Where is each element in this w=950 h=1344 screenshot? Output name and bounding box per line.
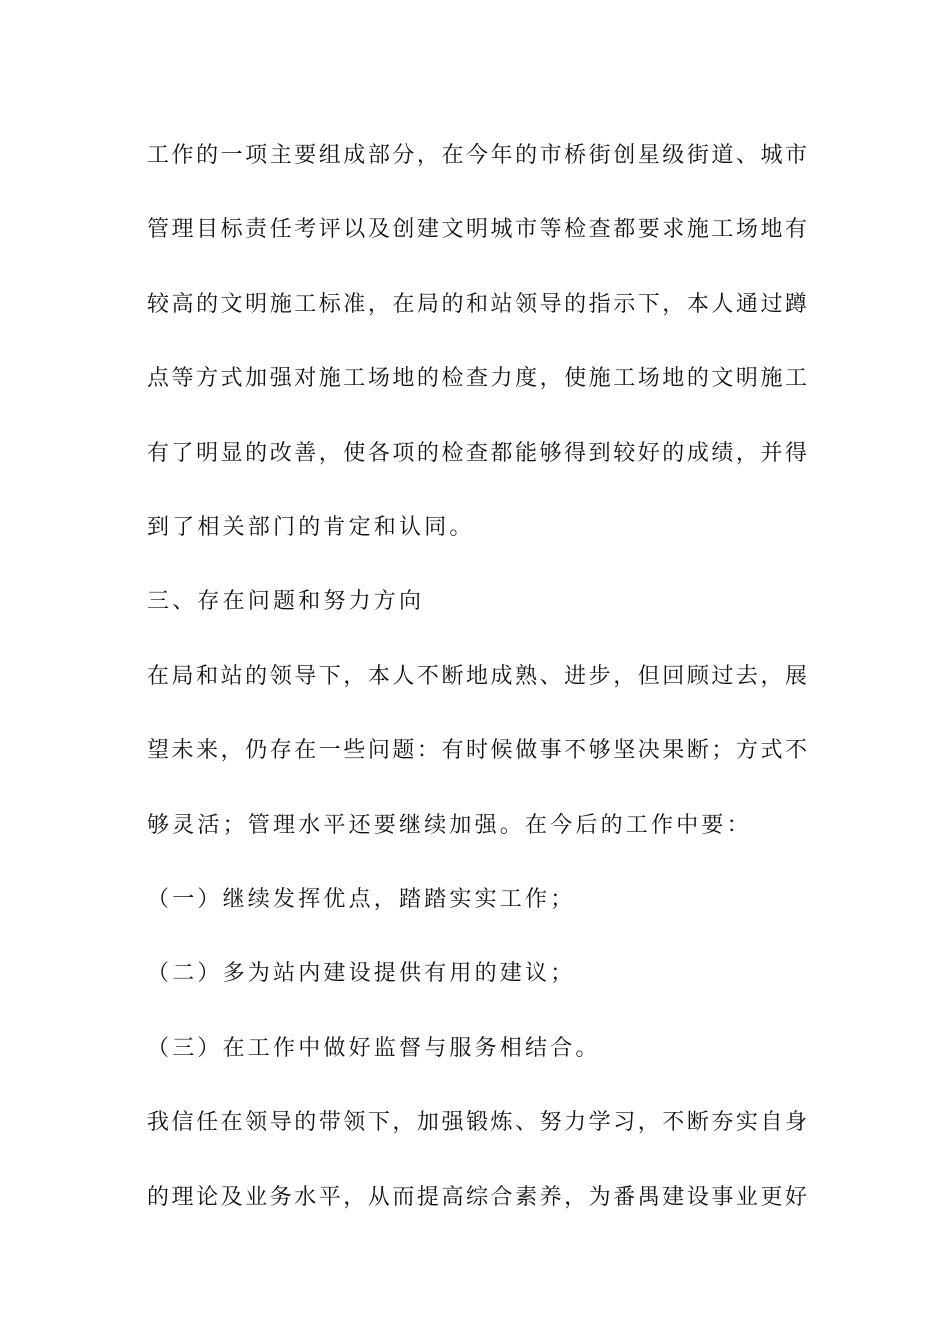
list-item: （三）在工作中做好监督与服务相结合。 — [147, 1036, 601, 1061]
paragraph-line: 点等方式加强对施工场地的检查力度，使施工场地的文明施工 — [147, 366, 807, 391]
paragraph-line: 管理目标责任考评以及创建文明城市等检查都要求施工场地有 — [147, 217, 807, 242]
paragraph-line: 工作的一项主要组成部分，在今年的市桥街创星级街道、城市 — [147, 143, 807, 168]
list-item: （二）多为站内建设提供有用的建议； — [147, 961, 576, 986]
paragraph-line: 我信任在领导的带领下，加强锻炼、努力学习，不断夯实自身 — [147, 1110, 807, 1135]
paragraph-line: 较高的文明施工标准，在局的和站领导的指示下，本人通过蹲 — [147, 292, 807, 317]
paragraph-line: 有了明显的改善，使各项的检查都能够得到较好的成绩，并得 — [147, 441, 807, 466]
paragraph-line: 到了相关部门的肯定和认同。 — [147, 515, 475, 540]
paragraph-line: 望未来，仍存在一些问题：有时候做事不够坚决果断；方式不 — [147, 738, 807, 763]
paragraph-line: 在局和站的领导下，本人不断地成熟、进步，但回顾过去，展 — [147, 664, 807, 689]
paragraph-line: 够灵活；管理水平还要继续加强。在今后的工作中要： — [147, 813, 752, 838]
list-item: （一）继续发挥优点，踏踏实实工作； — [147, 887, 576, 912]
paragraph-line: 的理论及业务水平，从而提高综合素养，为番禺建设事业更好 — [147, 1185, 807, 1210]
section-heading: 三、存在问题和努力方向 — [147, 589, 425, 614]
